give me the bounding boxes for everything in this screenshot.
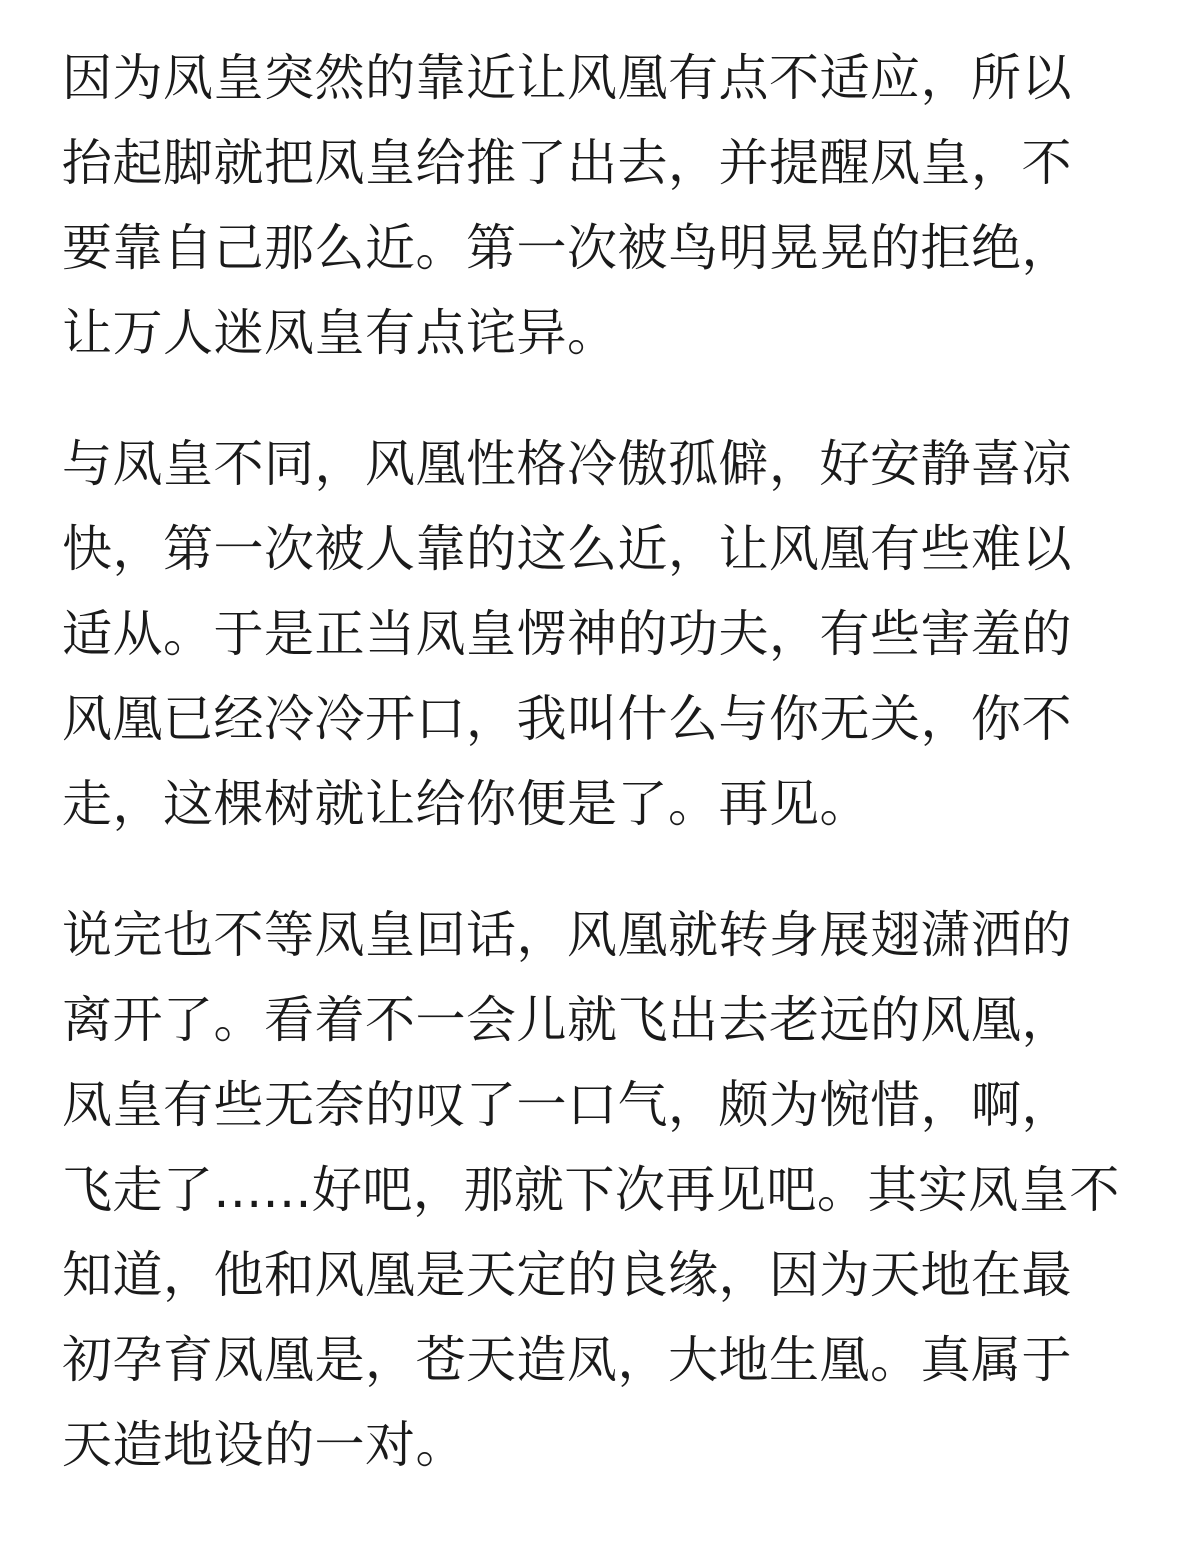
text-line: 要靠自己那么近。第一次被鸟明晃晃的拒绝， xyxy=(62,219,1072,277)
text-line: 知道，他和风凰是天定的良缘，因为天地在最 xyxy=(62,1246,1072,1304)
text-line: 与凤皇不同，风凰性格冷傲孤僻，好安静喜凉 xyxy=(62,435,1072,493)
text-line: 走，这棵树就让给你便是了。再见。 xyxy=(62,775,870,833)
paragraph-3 xyxy=(62,893,1122,1488)
text-line: 因为凤皇突然的靠近让风凰有点不适应，所以 xyxy=(62,49,1072,107)
text-line: 离开了。看着不一会儿就飞出去老远的风凰， xyxy=(62,991,1072,1049)
text-line: 天造地设的一对。 xyxy=(62,1416,466,1474)
text-line: 适从。于是正当凤皇愣神的功夫，有些害羞的 xyxy=(62,605,1072,663)
text-line: 让万人迷凤皇有点诧异。 xyxy=(62,304,618,362)
text-line: 飞走了......好吧，那就下次再见吧。其实凤皇不 xyxy=(62,1161,1120,1219)
text-line: 初孕育凤凰是，苍天造凤，大地生凰。真属于 xyxy=(62,1331,1072,1389)
paragraph-1 xyxy=(62,36,1122,376)
text-line: 快，第一次被人靠的这么近，让风凰有些难以 xyxy=(62,520,1072,578)
paragraph-2 xyxy=(62,422,1122,847)
article-body xyxy=(62,36,1122,1488)
text-line: 凤皇有些无奈的叹了一口气，颇为惋惜，啊， xyxy=(62,1076,1072,1134)
text-line: 抬起脚就把凤皇给推了出去，并提醒凤皇，不 xyxy=(62,134,1072,192)
text-line: 说完也不等凤皇回话，风凰就转身展翅潇洒的 xyxy=(62,906,1072,964)
text-line: 风凰已经冷冷开口，我叫什么与你无关，你不 xyxy=(62,690,1072,748)
